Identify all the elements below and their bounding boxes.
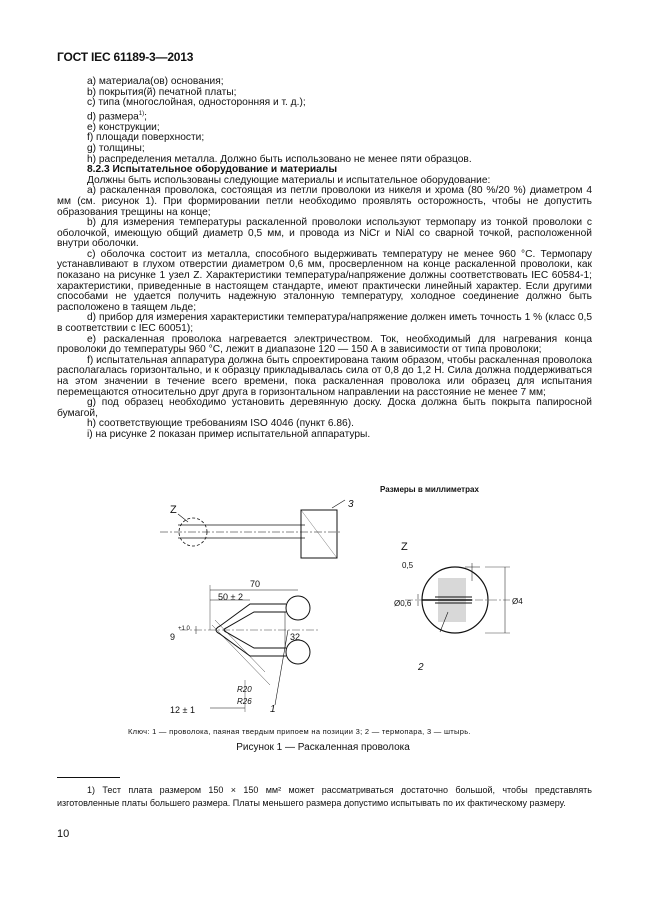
label-3: 3 (348, 499, 354, 510)
body-text (57, 77, 592, 441)
z-leader (178, 514, 188, 522)
label-2: 2 (418, 662, 424, 673)
label-d06: Ø0,6 (394, 599, 412, 608)
equipment-item: i) на рисунке 2 показан пример испытательной аппаратуры. (87, 428, 371, 440)
page-number: 10 (57, 828, 70, 840)
label-z-left: Z (170, 504, 177, 516)
leader-1 (275, 630, 288, 705)
figure-caption: Рисунок 1 — Раскаленная проволока (236, 742, 410, 753)
label-1: 1 (270, 704, 276, 715)
list-item: h) распределения металла. Должно быть использовано не менее пяти образцов. (87, 153, 472, 165)
equipment-item: c) оболочка состоит из металла, способного выдерживать температуру не менее 960 °С. Термопару устанавливают в глухом отверстии диаметром 0,6 мм, просверленном на конце раскаленной проволоки, как показано на рисунке 1 узел Z. Характеристики температура/напряжение должны соответствовать IEC 60584-1; характеристики, приведенные в настоящем стандарте, имеют практически линейный характер. Если другими способами не удается получить надежную эталонную температуру, холодное соединение должно быть расположено в таящем льде; (57, 248, 592, 313)
section-intro: Должны быть использованы следующие материалы и испытательное оборудование: (87, 174, 491, 186)
list-item: a) материала(ов) основания; (87, 76, 224, 87)
pin-hatch (301, 510, 337, 558)
section-heading: 8.2.3 Испытательное оборудование и материалы (87, 164, 338, 176)
footnote: 1) Тест плата размером 150 × 150 мм² может рассматриваться достаточно большой, чтобы представлять изготовленные платы большего размера. Платы меньшего размера допустимо испытывать по их фактическому размеру. (57, 785, 592, 808)
detail-z-drawing (405, 563, 510, 633)
label-d70: 70 (250, 579, 261, 589)
equipment-item: g) под образец необходимо установить деревянную доску. Доска должна быть покрыта папиросной бумагой, (57, 397, 592, 419)
leader-3 (332, 500, 345, 508)
equipment-item: b) для измерения температуры раскаленной проволоки используют термопару из тонкой проволоки с оболочкой, имеющую общий диаметр 0,5 мм, и провода из NiCr и NiAl со сварной точкой, расположенной внутри оболочки. (57, 217, 592, 250)
label-d9: 9 (170, 632, 176, 642)
footnote-divider (57, 777, 120, 778)
r26-leader (212, 625, 270, 685)
list-item: f) площади поверхности; (87, 132, 205, 144)
label-d9-tol: +1 0 (178, 626, 190, 632)
equipment-item: d) прибор для измерения характеристики температура/напряжение должен иметь точность 1 % (класс 0,5 в соответствии с IEC 60051); (57, 312, 592, 335)
label-d12: 12 ± 1 (170, 705, 195, 715)
label-r20: R20 (237, 685, 252, 694)
r20-leader (215, 620, 265, 672)
figure-drawing (100, 480, 600, 740)
list-item: d) размера$^{1)}$; (87, 110, 147, 123)
dimensions-note: Размеры в миллиметрах (380, 485, 479, 494)
list-item: b) покрытия(й) печатной платы; (87, 86, 237, 98)
equipment-item: e) раскаленная проволока нагревается электричеством. Ток, необходимый для нагревания конца проволоки до температуры 960 °С, лежит в диапазоне 120 — 150 А в зависимости от типа проволоки; (57, 333, 592, 356)
label-d50: 50 ± 2 (218, 592, 243, 602)
equipment-item: f) испытательная аппаратура должна быть спроектирована таким образом, чтобы раскаленная проволока располагалась горизонтально, и к образцу прикладывалась сила от 0,8 до 1,2 Н. Сила должна поддерживаться на этом значении в течение всего времени, пока раскаленная проволока или образец для испытания перемещаются относительно друг друга в горизонтальном направлении на расстояние не менее 7 мм; (57, 354, 592, 398)
list-item: e) конструкции; (87, 121, 160, 133)
terminal-bottom (286, 640, 310, 664)
equipment-item: a) раскаленная проволока, состоящая из петли проволоки из никеля и хрома (80 %/20 %) диаметром 4 мм (см. рисунок 1). При формировании петли необходимо проявлять осторожность, чтобы не допустить образования трещины на конце; (57, 185, 592, 218)
label-d05: 0,5 (402, 561, 414, 570)
label-d32: 32 (290, 632, 301, 642)
list-item-text: d) размера (87, 111, 139, 123)
rod-assembly (160, 500, 345, 558)
label-z-right: Z (401, 541, 408, 553)
footnote-ref: 1) (138, 110, 145, 117)
label-r26: R26 (237, 697, 252, 706)
equipment-item: h) соответствующие требованиям ISO 4046 (пункт 6.86). (87, 418, 354, 430)
list-item: g) толщины; (87, 142, 145, 154)
list-item: c) типа (многослойная, односторонняя и т. д.); (87, 97, 306, 109)
label-d4: Ø4 (512, 597, 523, 606)
figure-key: Ключ: 1 — проволока, паяная твердым припоем на позиции 3; 2 — термопара, 3 — штырь. (128, 727, 471, 736)
document-header: ГОСТ IEC 61189-3—2013 (57, 50, 194, 64)
terminal-top (286, 596, 310, 620)
